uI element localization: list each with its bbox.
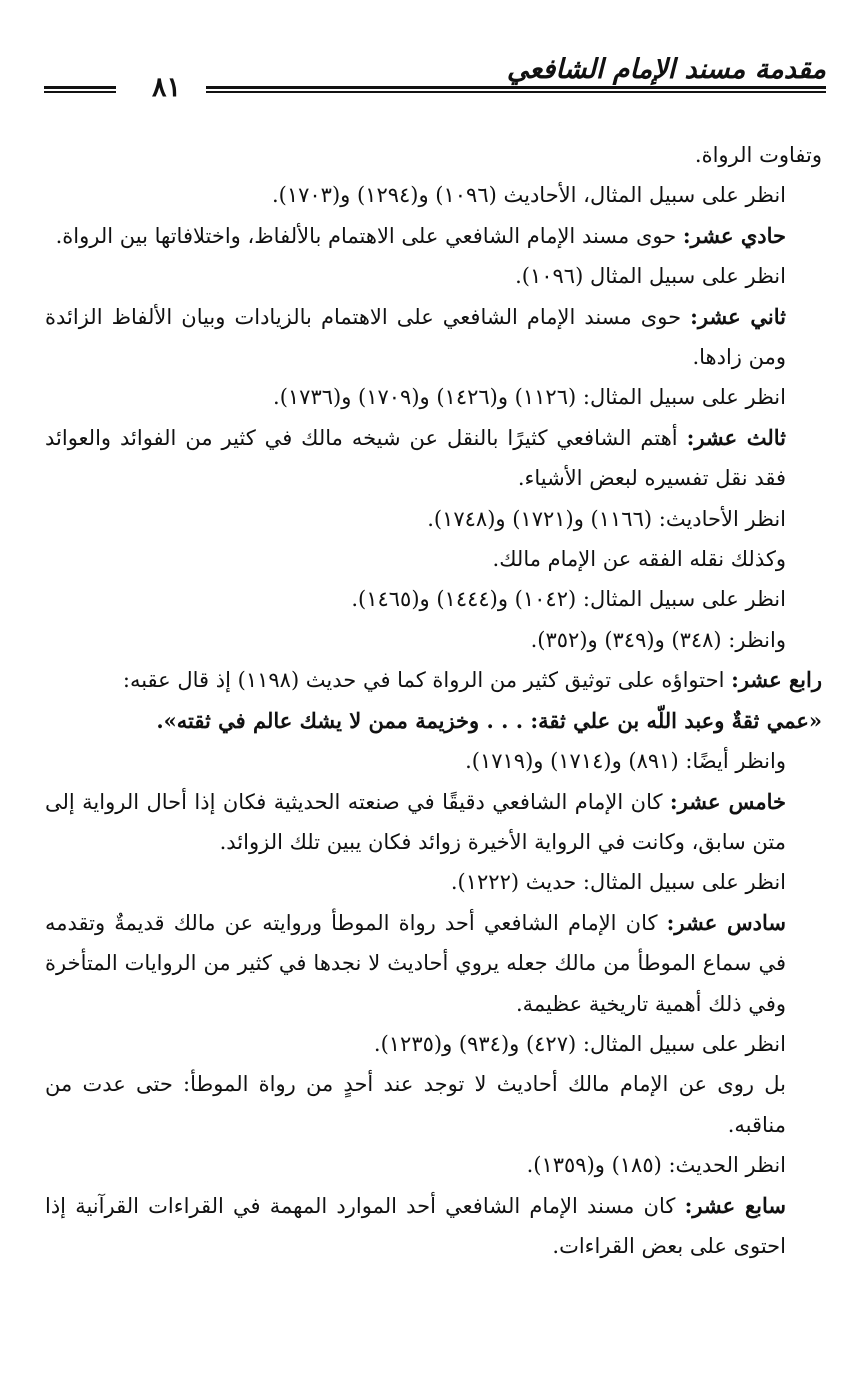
reference-line: انظر على سبيل المثال، الأحاديث (١٠٩٦) و(١٢٩٤) و(١٧٠٣). xyxy=(271,183,786,208)
paragraph xyxy=(45,660,822,700)
paragraph: وتفاوت الرواة. xyxy=(694,143,822,167)
running-title: مقدمة مسند الإمام الشافعي xyxy=(506,54,826,85)
page-header xyxy=(44,52,826,108)
paragraph-text: أهتم الشافعي كثيرًا بالنقل عن شيخه مالك في كثير من الفوائد والعوائد فقد نقل تفسيره لبعض الأشياء. xyxy=(45,425,786,491)
paragraph-text: حوى مسند الإمام الشافعي على الاهتمام بالزيادات وبيان الألفاظ الزائدة ومن زادها. xyxy=(45,304,786,370)
paragraph-text: كان الإمام الشافعي أحد رواة الموطأ وروايته عن مالك قديمةٌ وتقدمه في سماع الموطأ من مالك جعله يروي أحاديث لا نجدها في كثير من الروايات المتأخرة وفي ذلك أهمية تاريخية عظيمة. xyxy=(45,910,786,1016)
reference-line: انظر الأحاديث: (١١٦٦) و(١٧٢١) و(١٧٤٨). xyxy=(427,506,786,531)
paragraph xyxy=(45,297,822,378)
paragraph xyxy=(45,1186,822,1267)
reference-line: انظر على سبيل المثال: (١١٢٦) و(١٤٢٦) و(١٧٠٩) و(١٧٣٦). xyxy=(273,385,786,410)
paragraph-text: احتواؤه على توثيق كثير من الرواة كما في حديث (١١٩٨) إذ قال عقبه: xyxy=(122,668,732,693)
paragraph-text: كان مسند الإمام الشافعي أحد الموارد المهمة في القراءات القرآنية إذا احتوى على بعض القراءات. xyxy=(45,1193,786,1258)
reference-line: انظر على سبيل المثال: (١٠٤٢) و(١٤٤٤) و(١٤٦٥). xyxy=(351,587,786,612)
section-label: رابع عشر: xyxy=(731,667,822,693)
paragraph-text: كان الإمام الشافعي دقيقًا في صنعته الحديثية فكان إذا أحال الرواية إلى متن سابق، وكانت في الرواية الأخيرة زوائد فكان يبين تلك الزوائد. xyxy=(45,789,786,854)
section-label: سادس عشر: xyxy=(666,909,786,935)
paragraph: وكذلك نقله الفقه عن الإمام مالك. xyxy=(492,547,786,572)
reference-line: انظر الحديث: (١٨٥) و(١٣٥٩). xyxy=(526,1153,786,1178)
page-body xyxy=(45,135,822,1266)
paragraph-text: حوى مسند الإمام الشافعي على الاهتمام بالألفاظ، واختلافاتها بين الرواة. xyxy=(55,223,683,248)
reference-line: انظر على سبيل المثال: (٤٢٧) و(٩٣٤) و(١٢٣٥). xyxy=(373,1031,786,1056)
header-rule-right xyxy=(206,86,826,95)
paragraph xyxy=(45,216,822,256)
paragraph xyxy=(45,782,822,863)
paragraph xyxy=(45,418,822,499)
reference-line: انظر على سبيل المثال (١٠٩٦). xyxy=(515,264,786,289)
reference-line: وانظر: (٣٤٨) و(٣٤٩) و(٣٥٢). xyxy=(530,627,786,652)
paragraph xyxy=(45,903,822,1024)
header-rule-left xyxy=(44,86,116,95)
section-label: ثاني عشر: xyxy=(690,303,786,329)
section-label: خامس عشر: xyxy=(669,788,786,814)
section-label: سابع عشر: xyxy=(684,1192,786,1218)
reference-line: وانظر أيضًا: (٨٩١) و(١٧١٤) و(١٧١٩). xyxy=(465,749,786,774)
section-label: حادي عشر: xyxy=(682,222,786,248)
section-label: ثالث عشر: xyxy=(686,424,786,450)
page-number: ٨١ xyxy=(152,72,182,103)
quotation: «عمي ثقةٌ وعبد اللّه بن علي ثقة: . . . وخزيمة ممن لا يشك عالم في ثقته». xyxy=(156,707,822,733)
paragraph: بل روى عن الإمام مالك أحاديث لا توجد عند أحدٍ من رواة الموطأ: حتى عدت من مناقبه. xyxy=(45,1072,786,1137)
reference-line: انظر على سبيل المثال: حديث (١٢٢٢). xyxy=(450,870,786,895)
